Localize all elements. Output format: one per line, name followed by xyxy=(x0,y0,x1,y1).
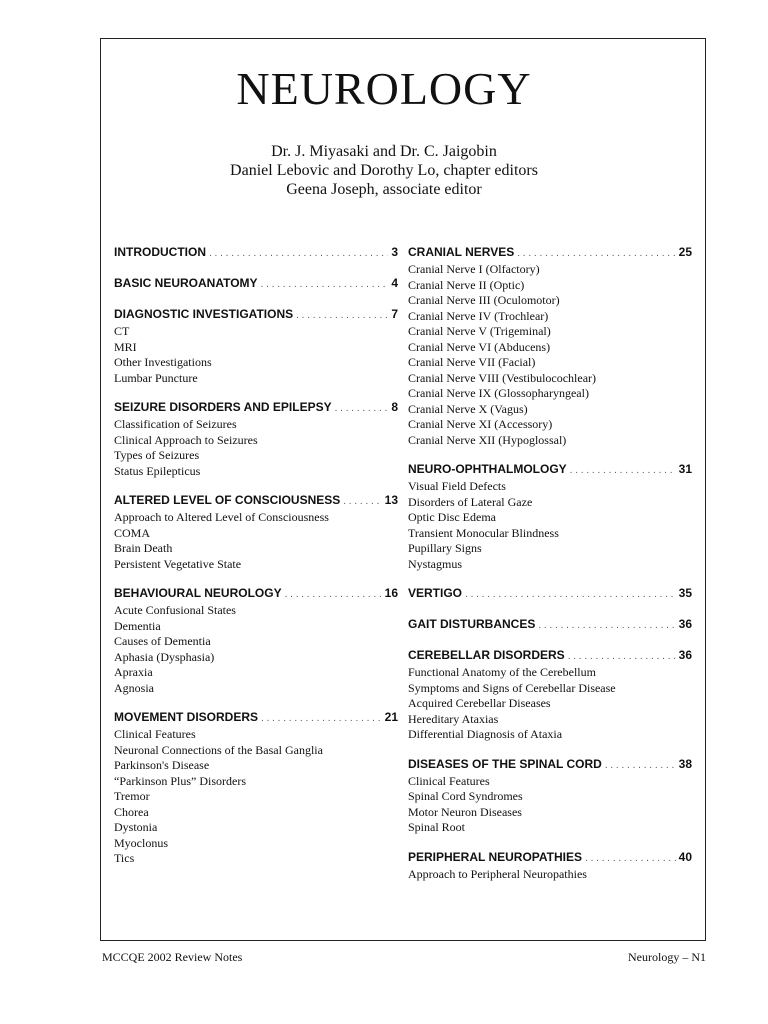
toc-subitem[interactable]: Cranial Nerve IV (Trochlear) xyxy=(408,308,549,323)
toc-subitem[interactable]: Dementia xyxy=(114,618,161,633)
section-page-number: 21 xyxy=(384,710,398,724)
dot-leader xyxy=(335,403,389,414)
toc-subitem[interactable]: Parkinson's Disease xyxy=(114,758,210,772)
section-page-number: 36 xyxy=(678,617,692,631)
toc-subitem[interactable]: Cranial Nerve X (Vagus) xyxy=(408,401,528,416)
toc-section xyxy=(408,617,692,634)
toc-subitem[interactable]: Clinical Features xyxy=(408,773,490,788)
toc-subitem[interactable]: Brain Death xyxy=(114,541,173,555)
toc-subitem[interactable]: Symptoms and Signs of Cerebellar Disease xyxy=(408,680,616,695)
toc-subitem[interactable]: Clinical Features xyxy=(114,727,196,741)
section-title: INTRODUCTION xyxy=(114,245,206,259)
toc-subitem[interactable]: Causes of Dementia xyxy=(114,634,211,648)
toc-section xyxy=(408,757,692,836)
toc-section-heading[interactable] xyxy=(408,850,692,867)
dot-leader xyxy=(209,248,388,259)
toc-subitem[interactable]: Myoclonus xyxy=(114,835,168,850)
section-page-number: 38 xyxy=(678,756,692,771)
dot-leader xyxy=(585,853,676,864)
author-line: Dr. J. Miyasaki and Dr. C. Jaigobin xyxy=(271,143,497,160)
toc-subitem[interactable]: Classification of Seizures xyxy=(114,417,237,431)
section-title: DIAGNOSTIC INVESTIGATIONS xyxy=(114,307,294,321)
toc-section-heading[interactable] xyxy=(408,462,692,479)
toc-section-heading[interactable] xyxy=(408,245,692,262)
toc-subitem[interactable]: Cranial Nerve VIII (Vestibulocochlear) xyxy=(408,370,597,385)
section-page-number: 25 xyxy=(678,245,692,259)
toc-section-heading[interactable] xyxy=(114,276,398,293)
toc-subitem[interactable]: Persistent Vegetative State xyxy=(114,556,242,571)
toc-section-heading[interactable] xyxy=(114,307,398,324)
toc-right-column xyxy=(408,245,692,896)
toc-subitem[interactable]: Differential Diagnosis of Ataxia xyxy=(408,727,563,741)
section-page-number: 8 xyxy=(391,400,398,414)
toc-subitem[interactable]: Approach to Peripheral Neuropathies xyxy=(408,866,587,881)
toc-section-heading[interactable] xyxy=(408,617,692,634)
toc-section-heading[interactable] xyxy=(408,757,692,774)
toc-subitem[interactable]: Cranial Nerve II (Optic) xyxy=(408,277,525,292)
toc-subitem[interactable]: Cranial Nerve VI (Abducens) xyxy=(408,339,551,354)
toc-subitem[interactable]: Spinal Root xyxy=(408,820,466,834)
toc-subitem[interactable]: Types of Seizures xyxy=(114,448,200,462)
section-title: SEIZURE DISORDERS AND EPILEPSY xyxy=(114,400,332,414)
toc-subitem[interactable]: Status Epilepticus xyxy=(114,463,201,478)
toc-subitem[interactable]: Tremor xyxy=(114,789,150,803)
toc-subitem[interactable]: Disorders of Lateral Gaze xyxy=(408,494,533,509)
toc-subitem[interactable]: Functional Anatomy of the Cerebellum xyxy=(408,665,596,679)
section-page-number: 4 xyxy=(391,276,398,290)
toc-subitem[interactable]: Cranial Nerve I (Olfactory) xyxy=(408,262,540,276)
toc-subitem[interactable]: Cranial Nerve III (Oculomotor) xyxy=(408,293,560,307)
toc-subitem[interactable]: Agnosia xyxy=(114,680,154,695)
toc-subitem[interactable]: Neuronal Connections of the Basal Ganglia xyxy=(114,742,323,757)
dot-leader xyxy=(285,589,382,600)
dot-leader xyxy=(296,310,388,321)
footer-right: Neurology – N1 xyxy=(628,950,706,964)
toc-subitem[interactable]: Cranial Nerve VII (Facial) xyxy=(408,355,536,369)
toc-section xyxy=(114,586,398,696)
toc-subitem[interactable]: COMA xyxy=(114,525,151,540)
toc-subitem[interactable]: Tics xyxy=(114,851,135,865)
toc-section xyxy=(114,710,398,867)
toc-section xyxy=(114,493,398,572)
toc-subitem[interactable]: Transient Monocular Blindness xyxy=(408,525,559,540)
toc-subitem[interactable]: Chorea xyxy=(114,804,149,819)
dot-leader xyxy=(343,496,381,507)
section-title: BASIC NEUROANATOMY xyxy=(114,276,258,290)
toc-section xyxy=(114,276,398,293)
dot-leader xyxy=(261,713,382,724)
footer-left: MCCQE 2002 Review Notes xyxy=(102,950,243,964)
author-line: Daniel Lebovic and Dorothy Lo, chapter editors xyxy=(230,162,538,179)
section-page-number: 13 xyxy=(384,493,398,507)
section-page-number: 3 xyxy=(391,245,398,259)
page-title: NEUROLOGY xyxy=(236,63,532,114)
toc-subitem[interactable]: Lumbar Puncture xyxy=(114,370,198,385)
toc-subitem[interactable]: Nystagmus xyxy=(408,556,462,571)
dot-leader xyxy=(570,465,676,476)
toc-subitem[interactable]: Approach to Altered Level of Consciousness xyxy=(114,510,329,524)
toc-subitem[interactable]: Acquired Cerebellar Diseases xyxy=(408,696,551,710)
section-page-number: 40 xyxy=(678,849,692,864)
toc-subitem[interactable]: Hereditary Ataxias xyxy=(408,711,499,726)
toc-section xyxy=(114,307,398,386)
toc-section-heading[interactable] xyxy=(114,710,398,727)
toc-subitem[interactable]: Optic Disc Edema xyxy=(408,510,496,524)
section-page-number: 16 xyxy=(384,586,398,600)
toc-subitem[interactable]: Motor Neuron Diseases xyxy=(408,804,522,819)
section-page-number: 36 xyxy=(678,648,692,662)
section-title: ALTERED LEVEL OF CONSCIOUSNESS xyxy=(114,493,341,507)
dot-leader xyxy=(538,620,675,631)
toc-section-heading[interactable] xyxy=(408,586,692,603)
author-line: Geena Joseph, associate editor xyxy=(286,181,482,198)
toc-subitem[interactable]: Visual Field Defects xyxy=(408,479,506,493)
author-block xyxy=(0,142,768,199)
section-title: GAIT DISTURBANCES xyxy=(408,617,536,631)
dot-leader xyxy=(465,589,676,600)
toc-section xyxy=(408,850,692,883)
toc-subitem[interactable]: Dystonia xyxy=(114,820,158,834)
toc-subitem[interactable]: CT xyxy=(114,324,130,338)
section-title: MOVEMENT DISORDERS xyxy=(114,710,259,724)
section-title: VERTIGO xyxy=(408,586,463,600)
toc-subitem[interactable]: Other Investigations xyxy=(114,355,212,369)
toc-section xyxy=(408,586,692,603)
toc-section-heading[interactable] xyxy=(408,648,692,665)
section-title: PERIPHERAL NEUROPATHIES xyxy=(408,849,583,864)
toc-section xyxy=(408,245,692,448)
section-title: BEHAVIOURAL NEUROLOGY xyxy=(114,586,282,600)
toc-subitem[interactable]: Apraxia xyxy=(114,665,153,679)
toc-section xyxy=(114,400,398,479)
toc-subitem[interactable]: Cranial Nerve XII (Hypoglossal) xyxy=(408,432,567,447)
dot-leader xyxy=(517,248,675,259)
dot-leader xyxy=(261,279,389,290)
section-title: NEURO-OPHTHALMOLOGY xyxy=(408,462,567,476)
dot-leader xyxy=(605,760,676,771)
toc-section-heading[interactable] xyxy=(114,586,398,603)
section-page-number: 7 xyxy=(391,307,398,321)
toc-subitem[interactable]: Cranial Nerve V (Trigeminal) xyxy=(408,324,551,338)
toc-subitem[interactable]: Pupillary Signs xyxy=(408,541,482,555)
toc-section-heading[interactable] xyxy=(114,400,398,417)
toc-subitem[interactable]: Aphasia (Dysphasia) xyxy=(114,649,215,664)
section-title: DISEASES OF THE SPINAL CORD xyxy=(408,756,602,771)
section-title: CEREBELLAR DISORDERS xyxy=(408,648,565,662)
toc-subitem[interactable]: MRI xyxy=(114,339,137,354)
section-page-number: 35 xyxy=(678,586,692,600)
dot-leader xyxy=(568,651,676,662)
toc-subitem[interactable]: Clinical Approach to Seizures xyxy=(114,432,258,447)
toc-section xyxy=(408,462,692,572)
toc-subitem[interactable]: Spinal Cord Syndromes xyxy=(408,789,523,803)
toc-subitem[interactable]: “Parkinson Plus” Disorders xyxy=(114,773,246,788)
toc-section-heading[interactable] xyxy=(114,493,398,510)
toc-subitem[interactable]: Acute Confusional States xyxy=(114,603,236,617)
toc-left-column xyxy=(114,245,398,881)
section-page-number: 31 xyxy=(678,462,692,476)
toc-section xyxy=(408,648,692,743)
toc-section xyxy=(114,245,398,262)
toc-section-heading[interactable] xyxy=(114,245,398,262)
section-title: CRANIAL NERVES xyxy=(408,245,515,259)
toc-subitem[interactable]: Cranial Nerve XI (Accessory) xyxy=(408,417,553,431)
toc-subitem[interactable]: Cranial Nerve IX (Glossopharyngeal) xyxy=(408,386,589,400)
